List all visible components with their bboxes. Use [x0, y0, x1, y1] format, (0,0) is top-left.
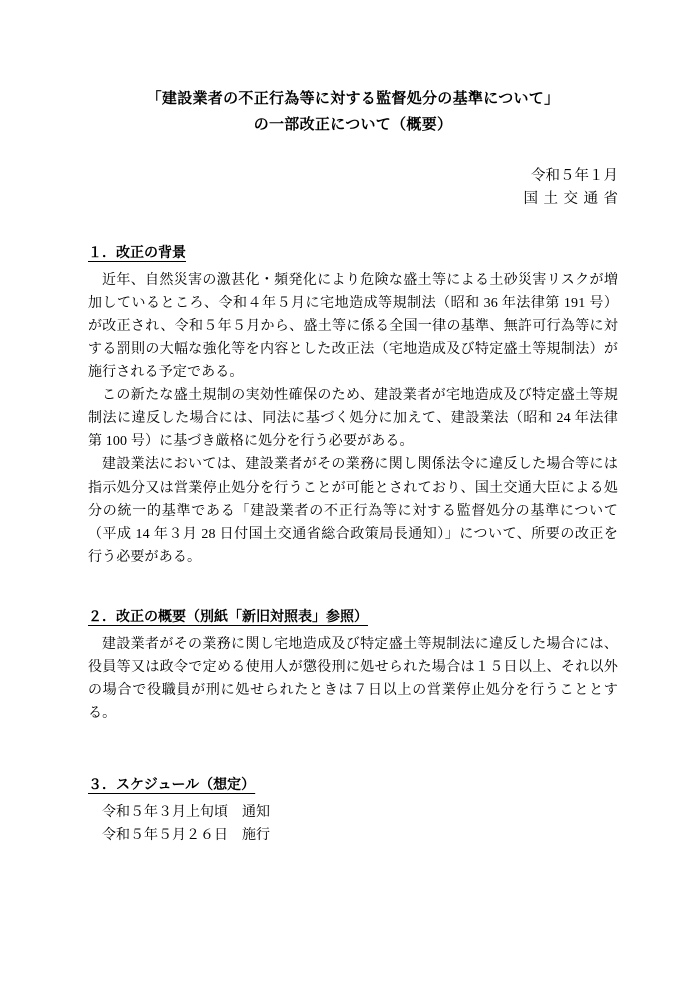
section-background — [88, 241, 618, 569]
title-line-2: の一部改正について（概要） — [253, 116, 453, 134]
issuing-organization: 国土交通省 — [523, 190, 624, 207]
document-title — [88, 86, 618, 139]
schedule-item-notice: 令和５年３月上旬頃 通知 — [102, 804, 270, 820]
section-background-heading: １．改正の背景 — [88, 243, 186, 260]
document-header — [88, 86, 624, 211]
title-line-1: 「建設業者の不正行為等に対する監督処分の基準について」 — [146, 90, 560, 108]
section-schedule-heading: ３．スケジュール（想定） — [88, 776, 256, 793]
section-overview-paragraph-1: 建設業者がその業務に関し宅地造成及び特定盛土等規制法に違反した場合には、役員等又は政令で定める使用人が懲役刑に処せられた場合は１５日以上、それ以外の場合で役職員が刑に処せられたときは７日以上の営業停止処分を行うこととする。 — [88, 636, 618, 722]
section-schedule — [88, 773, 618, 847]
section-background-paragraph-1: 近年、自然災害の激甚化・頻発化により危険な盛土等による土砂災害リスクが増加しているところ、令和４年５月に宅地造成等規制法（昭和 36 年法律第 191 号）が改正され、令和５年５月から、盛土等に係る全国一律の基準、無許可行為等に対する罰則の大幅な強化等を内容とした改正法（宅地造成及び特定盛土等規制法）が施行される予定である。 — [88, 272, 618, 381]
section-overview — [88, 605, 618, 725]
issuance-block — [88, 165, 624, 211]
section-background-paragraph-2: この新たな盛土規制の実効性確保のため、建設業者が宅地造成及び特定盛土等規制法に違反した場合には、同法に基づく処分に加えて、建設業法（昭和 24 年法律第 100 号）に基づき厳格に処分を行う必要がある。 — [88, 388, 618, 450]
section-background-paragraph-3: 建設業法においては、建設業者がその業務に関し関係法令に違反した場合等には指示処分又は営業停止処分を行うことが可能とされており、国土交通大臣による処分の統一的基準である「建設業者の不正行為等に対する監督処分の基準について（平成 14 年３月 28 日付国土交通省総合政策局長通知）」について、所要の改正を行う必要がある。 — [88, 457, 618, 565]
issuance-date: 令和５年１月 — [531, 167, 618, 184]
schedule-item-enforcement: 令和５年５月２６日 施行 — [102, 828, 270, 843]
section-overview-heading: ２．改正の概要（別紙「新旧対照表」参照） — [88, 607, 368, 624]
